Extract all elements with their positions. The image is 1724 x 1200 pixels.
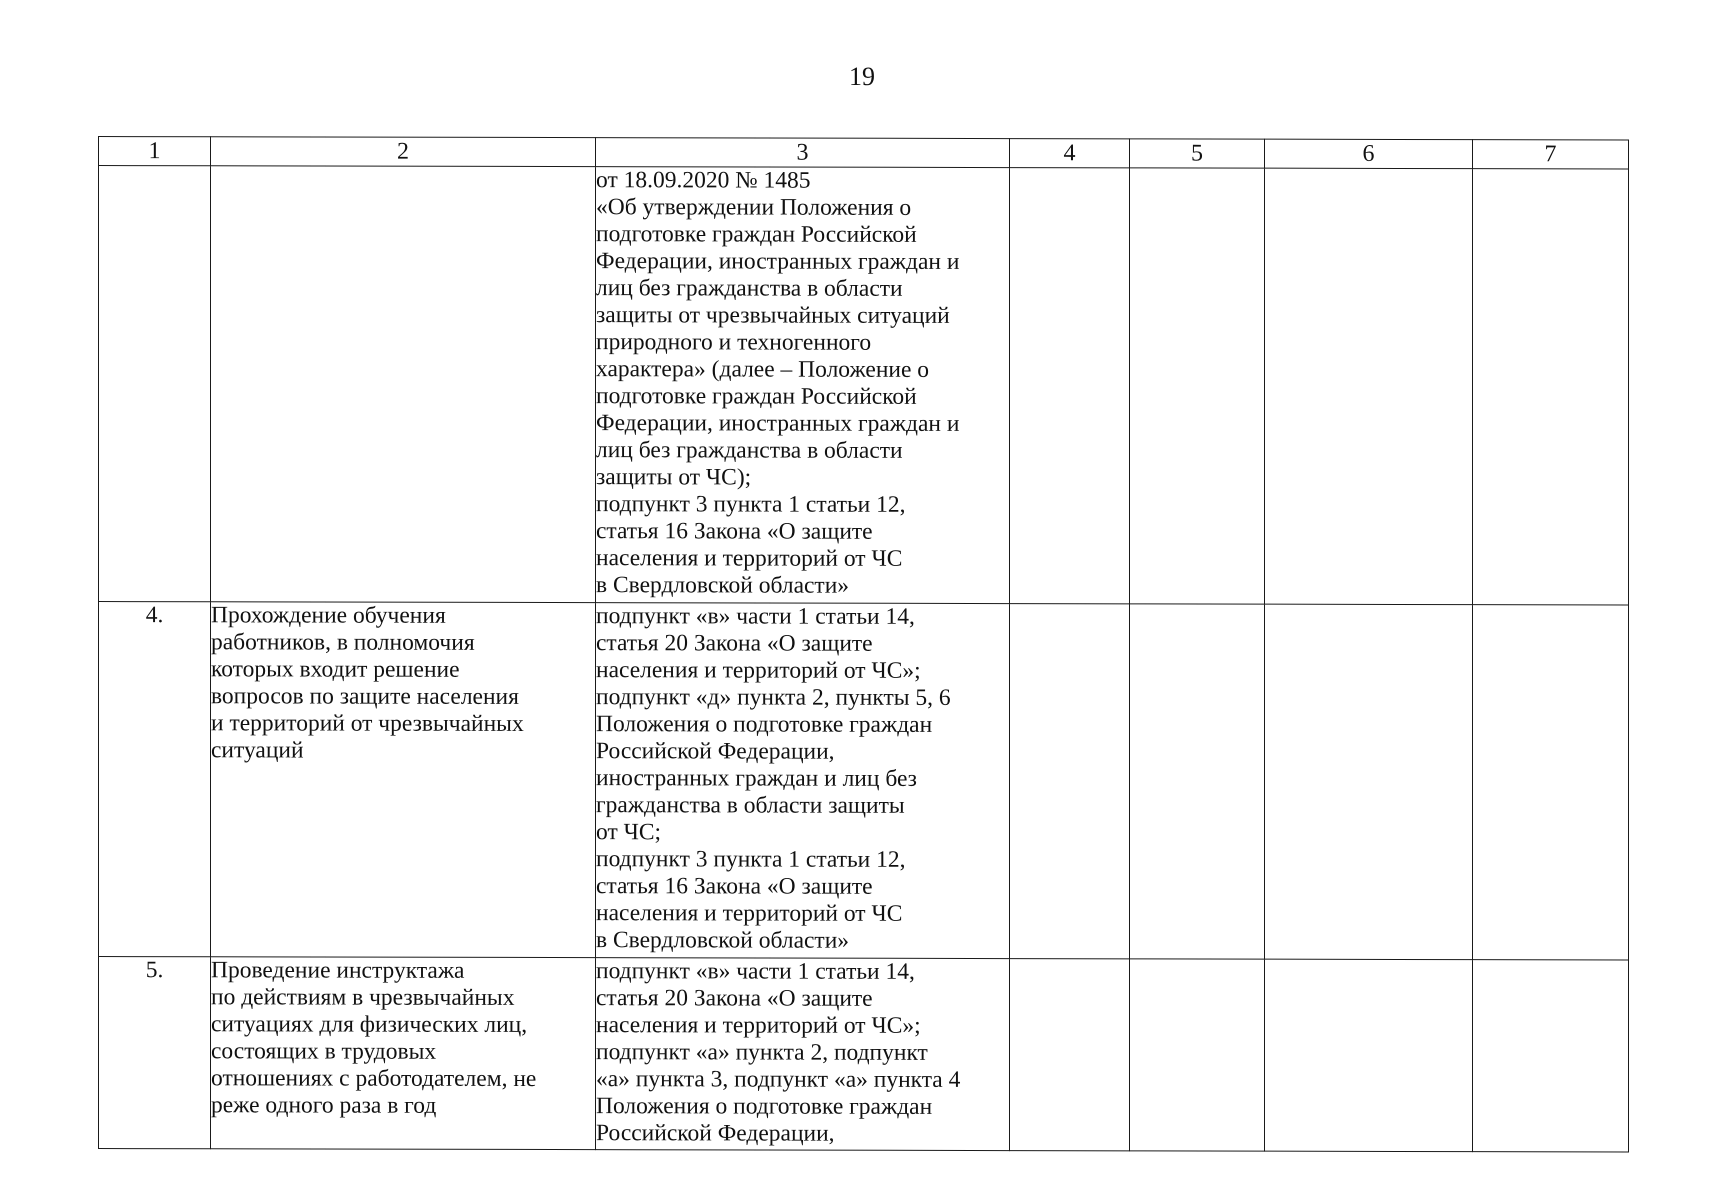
table-row xyxy=(99,602,1629,960)
legal-basis-line: подготовке граждан Российской xyxy=(596,221,917,248)
legal-basis-cell xyxy=(596,603,1010,959)
event-name-line: и территорий от чрезвычайных xyxy=(211,710,524,737)
requirements-table xyxy=(98,136,1629,1152)
column-header-6: 6 xyxy=(1265,139,1473,168)
header-row xyxy=(99,137,1629,169)
column-6-cell xyxy=(1265,168,1473,604)
row-number-cell xyxy=(99,166,211,602)
column-7-cell xyxy=(1473,169,1629,605)
event-name-line: вопросов по защите населения xyxy=(211,683,519,710)
column-5-cell xyxy=(1130,604,1265,959)
column-5-cell xyxy=(1130,168,1265,604)
row-number-cell: 5. xyxy=(99,957,211,1149)
event-name-line: состоящих в трудовых xyxy=(211,1038,437,1065)
event-name-line: работников, в полномочия xyxy=(211,629,475,656)
column-header-2: 2 xyxy=(211,137,596,167)
legal-basis-line: подпункт 3 пункта 1 статьи 12, xyxy=(596,846,906,873)
column-7-cell xyxy=(1473,960,1629,1152)
legal-basis-cell xyxy=(596,958,1010,1151)
column-header-7: 7 xyxy=(1473,140,1629,169)
column-6-cell xyxy=(1265,604,1473,959)
legal-basis-line: защиты от чрезвычайных ситуаций xyxy=(596,302,950,329)
legal-basis-line: Федерации, иностранных граждан и xyxy=(596,248,960,275)
event-name-line: по действиям в чрезвычайных xyxy=(211,984,515,1011)
column-header-1: 1 xyxy=(99,137,211,166)
legal-basis-line: природного и техногенного xyxy=(596,329,872,356)
column-6-cell xyxy=(1265,959,1473,1151)
legal-basis-line: подпункт 3 пункта 1 статьи 12, xyxy=(596,491,906,518)
column-header-4: 4 xyxy=(1010,139,1130,168)
event-name-line: реже одного раза в год xyxy=(211,1092,437,1119)
legal-basis-line: подпункт «в» части 1 статьи 14, xyxy=(596,958,915,985)
event-name-line: которых входит решение xyxy=(211,656,460,683)
legal-basis-line: подготовке граждан Российской xyxy=(596,383,917,410)
event-name-line: Прохождение обучения xyxy=(211,602,446,629)
legal-basis-line: статья 16 Закона «О защите xyxy=(596,873,873,900)
legal-basis-line: подпункт «а» пункта 2, подпункт xyxy=(596,1039,928,1066)
row-number-cell: 4. xyxy=(99,602,211,957)
table-body xyxy=(99,166,1629,1152)
legal-basis-line: Российской Федерации, xyxy=(596,1120,835,1147)
table-row xyxy=(99,957,1629,1152)
legal-basis-line: населения и территорий от ЧС»; xyxy=(596,657,921,684)
legal-basis-line: иностранных граждан и лиц без xyxy=(596,765,917,792)
column-7-cell xyxy=(1473,605,1629,960)
event-name-line: ситуаций xyxy=(211,737,304,764)
legal-basis-line: населения и территорий от ЧС xyxy=(596,900,903,927)
event-name-line: ситуациях для физических лиц, xyxy=(211,1011,528,1038)
legal-basis-line: от ЧС; xyxy=(596,819,662,846)
column-header-3: 3 xyxy=(596,138,1010,168)
legal-basis-line: подпункт «д» пункта 2, пункты 5, 6 xyxy=(596,684,951,711)
event-name-cell xyxy=(211,166,596,603)
legal-basis-line: Российской Федерации, xyxy=(596,738,835,765)
column-header-5: 5 xyxy=(1130,139,1265,168)
legal-basis-line: статья 20 Закона «О защите xyxy=(596,985,873,1012)
column-4-cell xyxy=(1010,604,1130,959)
legal-basis-line: лиц без гражданства в области xyxy=(596,437,903,464)
event-name-cell xyxy=(211,957,596,1150)
legal-basis-line: населения и территорий от ЧС xyxy=(596,545,903,572)
legal-basis-line: в Свердловской области» xyxy=(596,927,850,954)
legal-basis-line: Положения о подготовке граждан xyxy=(596,1093,933,1120)
legal-basis-line: гражданства в области защиты xyxy=(596,792,905,819)
legal-basis-line: Федерации, иностранных граждан и xyxy=(596,410,960,437)
column-5-cell xyxy=(1130,959,1265,1151)
legal-basis-line: характера» (далее – Положение о xyxy=(596,356,930,383)
legal-basis-line: подпункт «в» части 1 статьи 14, xyxy=(596,603,915,630)
legal-basis-line: статья 16 Закона «О защите xyxy=(596,518,873,545)
legal-basis-cell xyxy=(596,167,1010,604)
legal-basis-line: «Об утверждении Положения о xyxy=(596,194,912,221)
legal-basis-line: в Свердловской области» xyxy=(596,572,850,599)
column-4-cell xyxy=(1010,959,1130,1151)
page-number: 19 xyxy=(849,62,875,91)
legal-basis-line: лиц без гражданства в области xyxy=(596,275,903,302)
legal-basis-line: от 18.09.2020 № 1485 xyxy=(596,167,811,194)
event-name-cell xyxy=(211,602,596,958)
legal-basis-line: «а» пункта 3, подпункт «а» пункта 4 xyxy=(596,1066,961,1093)
event-name-line: Проведение инструктажа xyxy=(211,957,465,984)
legal-basis-line: населения и территорий от ЧС»; xyxy=(596,1012,921,1039)
legal-basis-line: Положения о подготовке граждан xyxy=(596,711,933,738)
table-header xyxy=(99,137,1629,169)
legal-basis-line: статья 20 Закона «О защите xyxy=(596,630,873,657)
legal-basis-line: защиты от ЧС); xyxy=(596,464,752,491)
event-name-line: отношениях с работодателем, не xyxy=(211,1065,537,1092)
table-row xyxy=(99,166,1629,605)
column-4-cell xyxy=(1010,168,1130,604)
